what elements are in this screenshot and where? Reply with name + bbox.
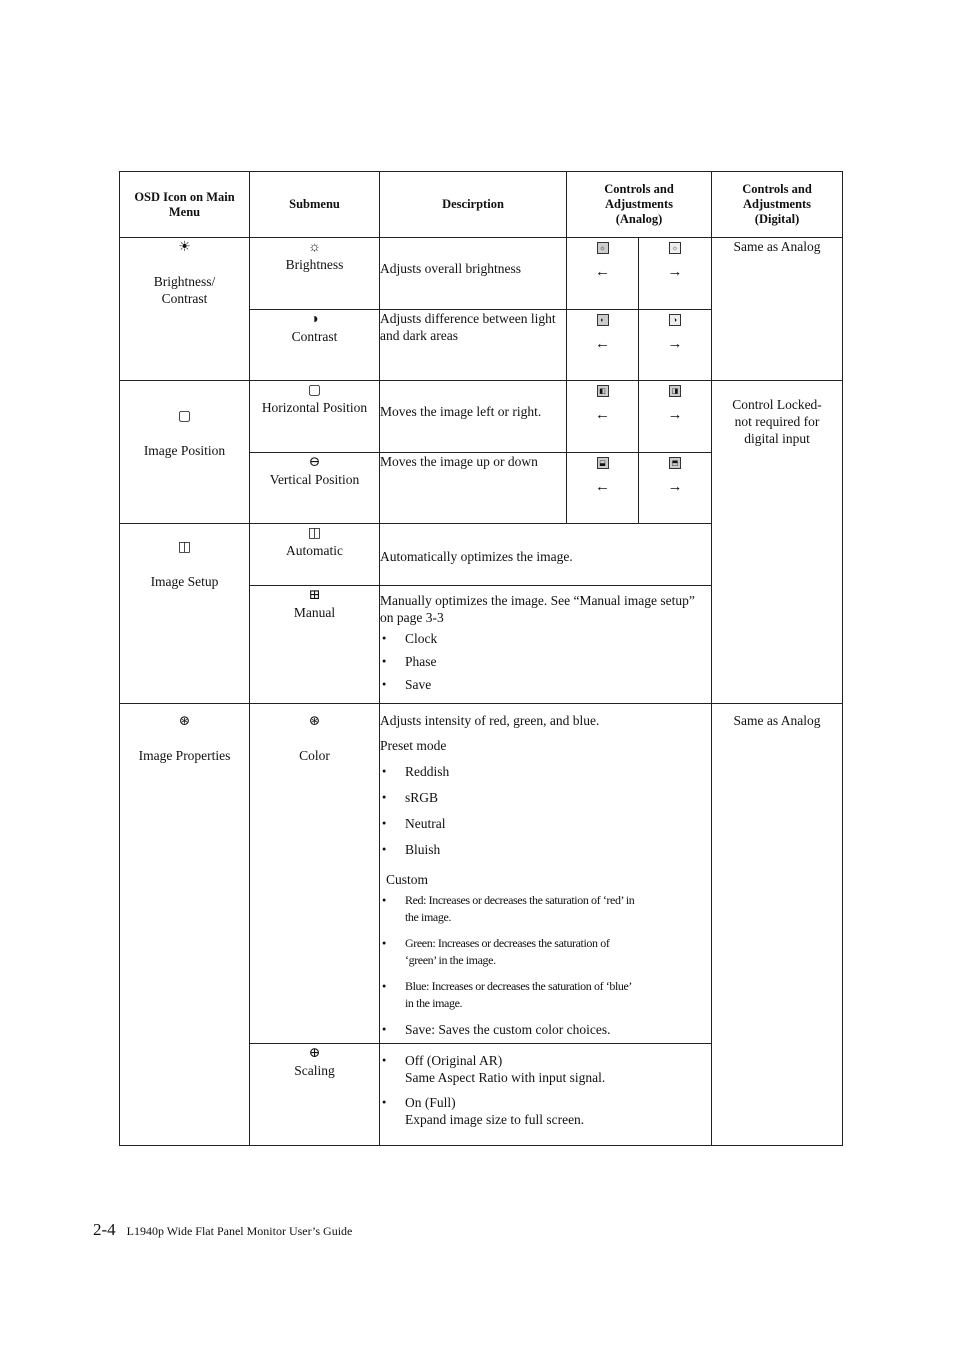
header-analog: Controls and Adjustments (Analog)	[567, 172, 712, 238]
palette-icon: ⊛	[178, 714, 191, 729]
control-left	[567, 238, 639, 310]
desc-horizontal-position: Moves the image left or right.	[380, 381, 567, 453]
header-description: Descirption	[380, 172, 567, 238]
footer-title: L1940p Wide Flat Panel Monitor User’s Guide	[126, 1224, 353, 1238]
left-arrow-icon: ←	[595, 407, 610, 423]
color-icon: ⊛	[308, 714, 321, 729]
manual-list	[380, 630, 711, 693]
submenu-label: Manual	[293, 605, 336, 620]
desc-contrast: Adjusts difference between light and dark areas	[380, 310, 567, 381]
right-arrow-icon: →	[667, 479, 683, 495]
monitor-icon: ▢	[177, 409, 192, 424]
desc-color	[380, 704, 712, 1044]
main-label: Image Position	[143, 443, 226, 458]
manual-desc-text: Manually optimizes the image. See “Manual image setup” on page 3-3	[380, 593, 695, 625]
custom-label: Custom	[386, 872, 429, 887]
left-arrow-icon: ←	[595, 479, 610, 495]
scaling-option-label: ● Off (Original AR)	[405, 1053, 503, 1068]
list-item: ● Clock	[380, 630, 711, 647]
desc-manual	[380, 586, 712, 704]
desc-vertical-position: Moves the image up or down	[380, 453, 567, 524]
desc-scaling	[380, 1044, 712, 1146]
header-osd-icon: OSD Icon on Main Menu	[120, 172, 250, 238]
submenu-color	[250, 704, 380, 1044]
brightness-decrease-icon: ☼	[597, 242, 609, 254]
digital-image-position-setup: Control Locked- not required for digital input	[712, 381, 843, 704]
right-arrow-icon: →	[667, 407, 683, 423]
main-image-setup	[120, 524, 250, 704]
sun-icon: ☼	[308, 240, 321, 255]
submenu-label: Color	[299, 748, 330, 763]
submenu-scaling	[250, 1044, 380, 1146]
main-label: Image Properties	[138, 748, 231, 763]
submenu-vertical-position	[250, 453, 380, 524]
move-up-icon: ⬒	[669, 457, 681, 469]
scaling-option-detail: Same Aspect Ratio with input signal.	[405, 1070, 606, 1085]
list-item: ● Save: Saves the custom color choices.	[380, 1021, 640, 1038]
scaling-option-detail: Expand image size to full screen.	[405, 1112, 585, 1127]
main-label: Image Setup	[150, 574, 219, 589]
header-submenu: Submenu	[250, 172, 380, 238]
control-right	[639, 238, 712, 310]
list-item: ● sRGB	[380, 789, 711, 806]
magnifier-icon: ⊕	[308, 1046, 321, 1061]
scaling-list	[380, 1052, 711, 1128]
control-right	[639, 310, 712, 381]
list-item: ● Reddish	[380, 763, 711, 780]
scaling-option-label: ● On (Full)	[405, 1095, 456, 1110]
preset-label: Preset mode	[380, 738, 447, 753]
setup-icon: ◫	[307, 526, 322, 541]
page-footer	[93, 1220, 352, 1240]
right-arrow-icon: →	[667, 264, 683, 280]
control-right	[639, 453, 712, 524]
setup-icon: ◫	[177, 540, 192, 555]
custom-list	[380, 892, 640, 1038]
control-left	[567, 381, 639, 453]
main-image-properties	[120, 704, 250, 1146]
list-item: ● Green: Increases or decreases the saturation of ‘green’ in the image.	[380, 935, 640, 969]
submenu-label: Automatic	[286, 543, 343, 558]
page-number: 2-4	[93, 1220, 116, 1239]
left-arrow-icon: ←	[595, 264, 610, 280]
submenu-label: Scaling	[294, 1063, 335, 1078]
submenu-automatic	[250, 524, 380, 586]
brightness-increase-icon: ☼	[669, 242, 681, 254]
submenu-horizontal-position	[250, 381, 380, 453]
digital-image-properties: Same as Analog	[712, 704, 843, 1146]
main-label: Brightness/ Contrast	[153, 274, 216, 306]
half-circle-icon: ◑	[310, 312, 319, 327]
submenu-contrast	[250, 310, 380, 381]
monitor-icon: ▢	[307, 383, 322, 398]
list-item: ● Neutral	[380, 815, 711, 832]
control-left	[567, 453, 639, 524]
desc-brightness: Adjusts overall brightness	[380, 238, 567, 310]
submenu-brightness	[250, 238, 380, 310]
list-item: ● Phase	[380, 653, 711, 670]
list-item: ● Blue: Increases or decreases the saturation of ‘blue’ in the image.	[380, 978, 640, 1012]
control-left	[567, 310, 639, 381]
header-digital: Controls and Adjustments (Digital)	[712, 172, 843, 238]
sun-icon: ☀	[178, 240, 191, 255]
main-image-position	[120, 381, 250, 524]
list-item	[380, 1052, 711, 1086]
contrast-increase-icon: ◑	[669, 314, 681, 326]
desc-automatic: Automatically optimizes the image.	[380, 524, 712, 586]
submenu-label: Vertical Position	[269, 472, 360, 487]
main-brightness-contrast	[120, 238, 250, 381]
left-arrow-icon: ←	[595, 336, 610, 352]
submenu-manual	[250, 586, 380, 704]
move-down-icon: ⬓	[597, 457, 609, 469]
list-item	[380, 1094, 711, 1128]
move-right-icon: ◨	[669, 385, 681, 397]
submenu-label: Brightness	[285, 257, 344, 272]
submenu-label: Horizontal Position	[261, 400, 368, 415]
color-desc-text: Adjusts intensity of red, green, and blue.	[380, 713, 600, 728]
control-right	[639, 381, 712, 453]
contrast-decrease-icon: ◐	[597, 314, 609, 326]
list-item: ● Red: Increases or decreases the saturation of ‘red’ in the image.	[380, 892, 640, 926]
move-left-icon: ◧	[597, 385, 609, 397]
monitor-icon: ⊖	[308, 455, 321, 470]
manual-setup-icon: ⊞	[308, 588, 321, 603]
right-arrow-icon: →	[667, 336, 683, 352]
preset-list	[380, 763, 711, 858]
digital-brightness-contrast: Same as Analog	[712, 238, 843, 381]
osd-table	[119, 171, 843, 1146]
list-item: ● Save	[380, 676, 711, 693]
submenu-label: Contrast	[291, 329, 338, 344]
list-item: ● Bluish	[380, 841, 711, 858]
